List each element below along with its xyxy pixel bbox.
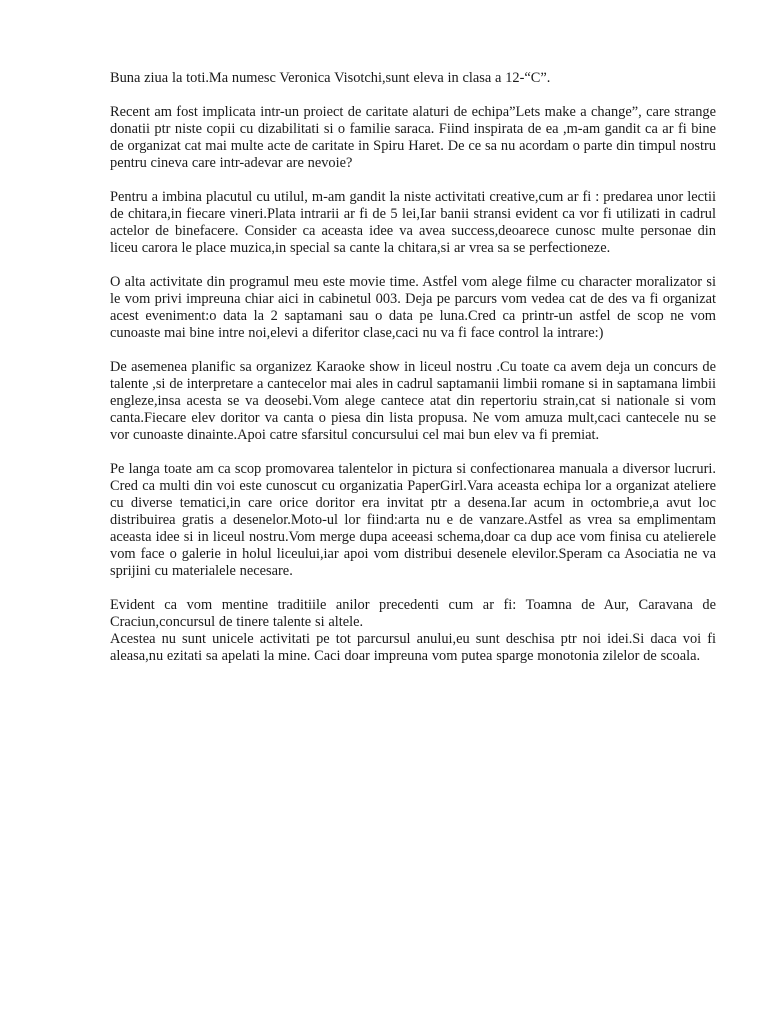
paragraph-painting-talents: Pe langa toate am ca scop promovarea talentelor in pictura si confectionarea manuala a diversor lucruri. Cred ca multi din voi este cunoscut cu organizatia PaperGirl.Vara aceasta echipa lor a organizat ateliere cu diverse tematici,in care orice doritor era invitat ptr a desena.Iar acum in octombrie,a avut loc distribuirea gratis a desenelor.Moto-ul lor fiind:arta nu e de vanzare.Astfel as vrea sa emplimentam aceasta idee si in liceul nostru.Vom merge dupa aceeasi schema,doar ca dup ace vom finisa cu atelierele vom face o galerie in holul liceului,iar apoi vom distribui desenele elevilor.Speram ca Asociatia ne va sprijini cu materialele necesare.	[110, 461, 716, 579]
paragraph-closing: Acestea nu sunt unicele activitati pe tot parcursul anului,eu sunt deschisa ptr noi idei.Si daca voi fi aleasa,nu ezitati sa apelati la mine. Caci doar impreuna vom putea sparge monotonia zilelor de scoala.	[110, 631, 716, 664]
paragraph-movie-time: O alta activitate din programul meu este movie time. Astfel vom alege filme cu character moralizator si le vom privi impreuna chiar aici in cabinetul 003. Deja pe parcurs vom vedea cat de des va fi organizat acest eveniment:o data la 2 saptamani sau o data pe luna.Cred ca printr-un astfel de scop ne vom cunoaste mai bine intre noi,elevi a diferitor clase,caci nu va fi face control la intrare:)	[110, 274, 716, 341]
paragraph-traditions: Evident ca vom mentine traditiile anilor precedenti cum ar fi: Toamna de Aur, Caravana de Craciun,concursul de tinere talente si altele.	[110, 597, 716, 630]
paragraph-guitar-lessons: Pentru a imbina placutul cu utilul, m-am gandit la niste activitati creative,cum ar fi : predarea unor lectii de chitara,in fiecare vineri.Plata intrarii ar fi de 5 lei,Iar banii stransi evident ca vor fi utilizati in cadrul actelor de binefacere. Consider ca aceasta idee va avea success,deoarece cunosc multe personae din liceu carora le place muzica,in special sa cante la chitara,si ar vrea sa se perfectioneze.	[110, 189, 716, 256]
paragraph-greeting: Buna ziua la toti.Ma numesc Veronica Visotchi,sunt eleva in clasa a 12-“C”.	[110, 70, 551, 86]
paragraph-karaoke-show: De asemenea planific sa organizez Karaoke show in liceul nostru .Cu toate ca avem deja un concurs de talente ,si de interpretare a cantecelor mai ales in cadrul saptamanii limbii romane si in saptamana limbii engleze,insa acesta se va deosebi.Vom alege cantece atat din repertoriu strain,cat si nationale si vom canta.Fiecare elev doritor va canta o piesa din lista propusa. Ne vom amuza mult,caci cantecele nu se vor cunoaste dinainte.Apoi catre sfarsitul concursului cel mai bun elev va fi premiat.	[110, 359, 716, 443]
document-page	[110, 70, 716, 682]
paragraph-charity-project: Recent am fost implicata intr-un proiect de caritate alaturi de echipa”Lets make a change”, care strange donatii ptr niste copii cu dizabilitati si o familie saraca. Fiind inspirata de ea ,m-am gandit ca ar fi bine de organizat cat mai multe acte de caritate in Spiru Haret. De ce sa nu acordam o parte din timpul nostru pentru cineva care intr-adevar are nevoie?	[110, 104, 716, 171]
